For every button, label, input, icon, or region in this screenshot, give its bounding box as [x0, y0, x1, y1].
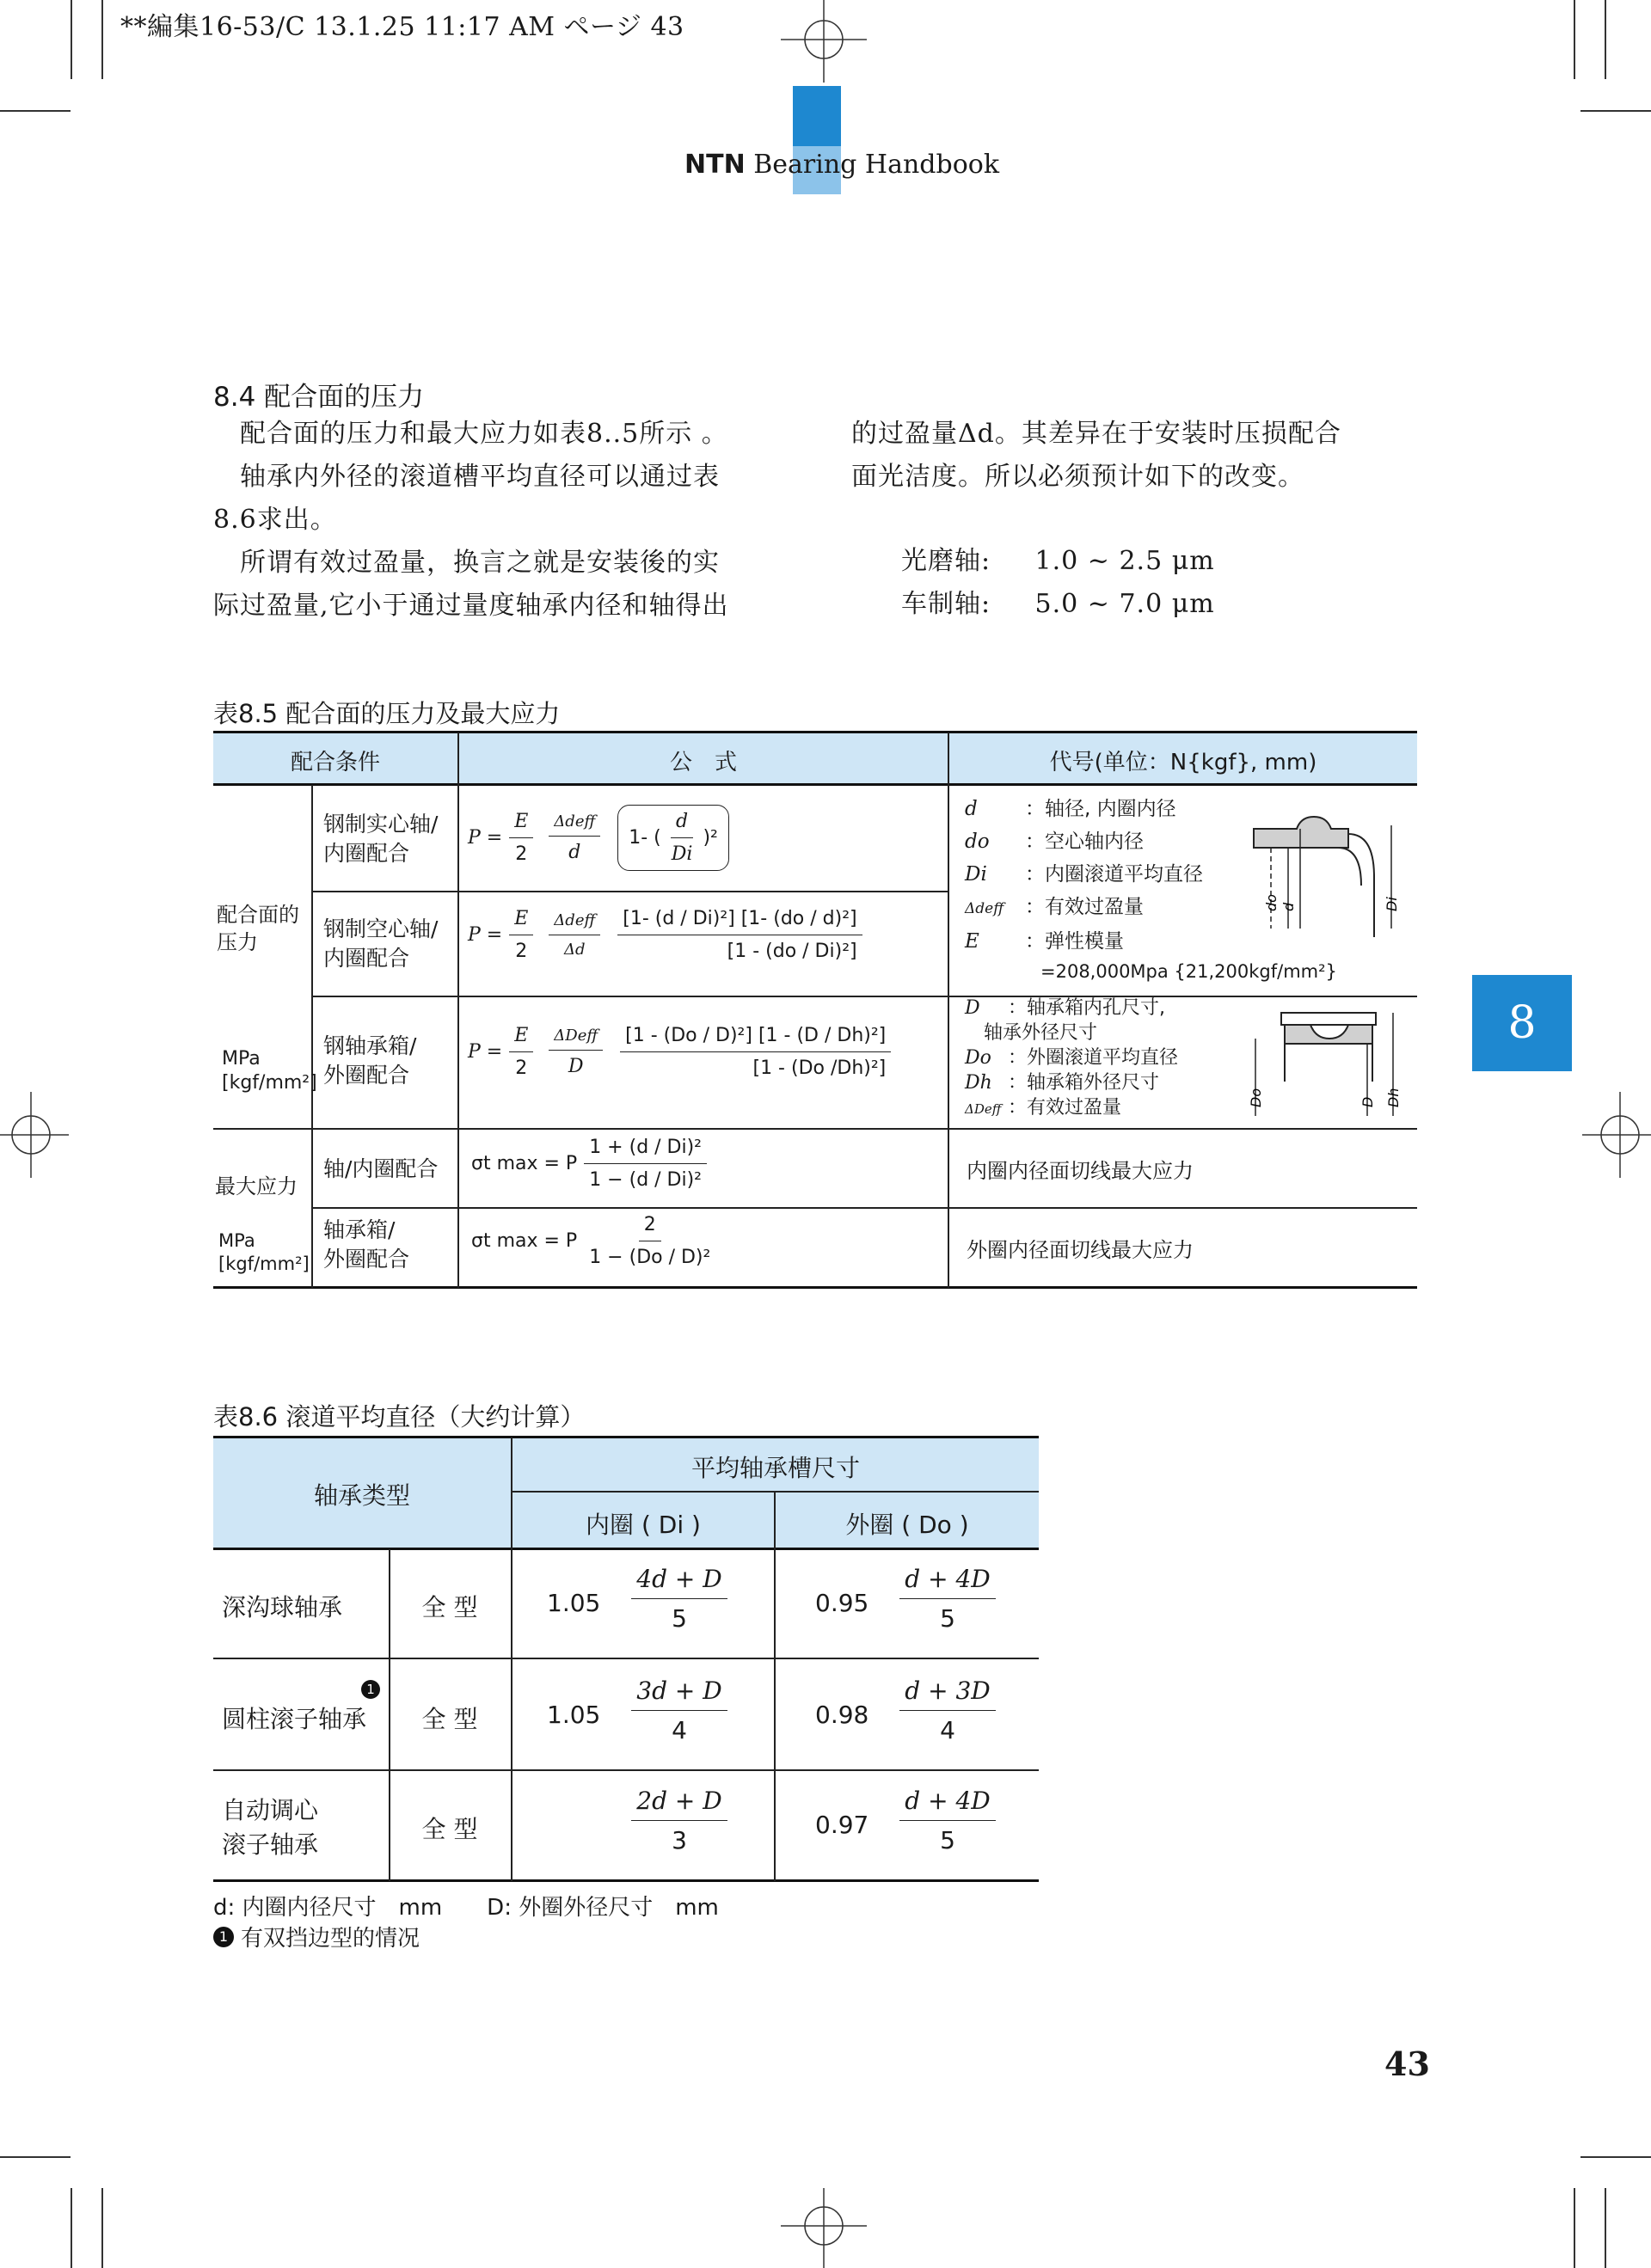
- frac-num: [1- (d / Di)²] [1- (do / d)²]: [617, 908, 862, 935]
- symbol-row: [965, 1070, 1274, 1095]
- stress-desc-inner: 内圈内径面切线最大应力: [967, 1159, 1194, 1183]
- fraction: [896, 1565, 999, 1633]
- fraction: [549, 1027, 603, 1077]
- formula-text: P =: [468, 827, 503, 849]
- crop-mark: [71, 0, 72, 79]
- symbol-row: [965, 925, 1274, 958]
- frac-den: 5: [672, 1604, 687, 1633]
- crop-mark: [101, 0, 103, 79]
- fraction: [896, 1787, 999, 1854]
- symbol-desc: ：轴承箱内孔尺寸, 轴承外径尺寸: [984, 997, 1165, 1044]
- fraction: [628, 1565, 731, 1633]
- size-range-cell: 全 型: [421, 1593, 478, 1621]
- frac-num: 4d + D: [631, 1565, 727, 1599]
- condition-cell: 轴承箱/ 外圈配合: [323, 1217, 410, 1272]
- symbol-key: D: [965, 997, 980, 1019]
- running-header: [684, 150, 999, 180]
- diagram-label: do: [1263, 894, 1280, 911]
- table-rule: [511, 1437, 512, 1881]
- frac-den: 1 − (d / Di)²: [589, 1169, 703, 1191]
- footnote-text: 有双挡边型的情况: [241, 1926, 420, 1952]
- col-header-formula: 公 式: [669, 750, 737, 775]
- frac-num: 3d + D: [631, 1676, 727, 1711]
- header-brand: NTN: [684, 150, 746, 180]
- chapter-tab: 8: [1472, 975, 1572, 1071]
- symbol-key: ΔDeff: [965, 1101, 1002, 1117]
- bracket-term: [617, 805, 729, 871]
- symbol-list-inner: [965, 793, 1274, 958]
- col-header-symbols: 代号(单位：N{kgf}, mm): [1049, 750, 1317, 775]
- frac-den: 4: [940, 1716, 955, 1744]
- symbol-row: [965, 1095, 1274, 1122]
- table-rule: [774, 1493, 776, 1881]
- fraction: [628, 1565, 731, 1633]
- symbol-key: Δdeff: [965, 900, 1004, 917]
- footnote-marker: 1: [361, 1680, 380, 1699]
- modulus-value: =208,000Mpa {21,200kgf/mm²}: [1040, 961, 1337, 982]
- frac-den: 2: [515, 941, 528, 962]
- table-8-6-title: 表8.6 滚道平均直径（大约计算）: [213, 1402, 586, 1431]
- table-rule: [213, 1286, 1417, 1289]
- col-header-inner: 内圈 ( Di ): [586, 1511, 701, 1539]
- paragraph-line: 际过盈量,它小于通过量度轴承内径和轴得出: [213, 591, 729, 621]
- table-rule: [311, 785, 313, 1288]
- frac-den: D: [568, 1056, 584, 1077]
- fraction: [896, 1787, 999, 1854]
- table-rule: [213, 1769, 1039, 1771]
- crop-mark: [1605, 2188, 1606, 2268]
- frac-num: d + 4D: [899, 1565, 995, 1599]
- table-rule: [457, 733, 459, 1288]
- table-rule: [213, 1658, 1039, 1659]
- crop-mark: [1574, 0, 1575, 79]
- symbol-desc: ：内圈滚道平均直径: [1025, 863, 1203, 886]
- fraction: [584, 1137, 707, 1191]
- formula-text: P =: [468, 924, 503, 946]
- formula-hollow-shaft: [468, 908, 862, 962]
- symbol-row: [965, 825, 1274, 858]
- symbol-row: [965, 1045, 1274, 1070]
- fraction: [620, 1025, 891, 1079]
- table-rule: [311, 1207, 1417, 1209]
- symbol-desc: ：轴径, 内圈内径: [1025, 798, 1176, 820]
- coef-cell: 1.05: [547, 1701, 601, 1729]
- frac-den: Δd: [564, 941, 586, 959]
- diagram-label: D: [1359, 1096, 1376, 1107]
- finish-value: 1.0 ~ 2.5 μm: [1034, 546, 1215, 576]
- crop-mark: [1605, 0, 1606, 79]
- crop-mark: [0, 110, 71, 112]
- crop-mark: [1574, 2188, 1575, 2268]
- print-slug: **編集16-53/C 13.1.25 11:17 AM ページ 43: [120, 12, 684, 42]
- coef-cell: 0.97: [815, 1811, 869, 1839]
- table-rule: [213, 1548, 1039, 1550]
- finish-label: 车制轴:: [901, 589, 991, 619]
- paragraph-line: 所谓有效过盈量，换言之就是安装後的实: [213, 548, 720, 578]
- outer-ring-diagram: [1230, 1004, 1410, 1125]
- section-title: 8.4 配合面的压力: [213, 382, 425, 413]
- fraction: [617, 908, 862, 962]
- diagram-label: Do: [1248, 1088, 1264, 1107]
- symbol-row: [965, 793, 1274, 825]
- table-rule: [213, 783, 1417, 786]
- finish-label: 光磨轴:: [901, 546, 991, 576]
- header-title: Bearing Handbook: [753, 150, 999, 180]
- frac-den: 4: [672, 1716, 687, 1744]
- formula-text: P =: [468, 1041, 503, 1063]
- size-range-cell: 全 型: [421, 1705, 478, 1733]
- section-left-column: [213, 413, 815, 628]
- header-accent-block: [793, 86, 841, 146]
- formula-text: 1- (: [629, 827, 661, 849]
- symbol-desc: ：有效过盈量: [1025, 896, 1144, 918]
- crop-mark: [101, 2188, 103, 2268]
- diagram-label: Dh: [1385, 1088, 1402, 1107]
- fraction: [628, 1676, 731, 1744]
- paragraph-line: 的过盈量Δd。其差异在于安装时压损配合: [851, 419, 1341, 449]
- frac-num: ΔDeff: [549, 1027, 603, 1051]
- group-unit-stress: MPa [kgf/mm²]: [218, 1230, 310, 1274]
- frac-den: [1 - (Do /Dh)²]: [752, 1057, 887, 1079]
- frac-num: E: [509, 1025, 533, 1052]
- col-header-type: 轴承类型: [313, 1481, 410, 1510]
- frac-den: 5: [940, 1826, 955, 1854]
- frac-num: 1 + (d / Di)²: [584, 1137, 707, 1164]
- formula-solid-shaft: [468, 805, 729, 871]
- frac-den: [1 - (do / Di)²]: [727, 941, 857, 962]
- registration-mark-left: [0, 1092, 69, 1178]
- table-8-5-title: 表8.5 配合面的压力及最大应力: [213, 699, 561, 728]
- frac-num: Δdeff: [549, 812, 600, 837]
- group-label-pressure: 配合面的 压力: [217, 903, 299, 954]
- paragraph-line: 面光洁度。所以必须预计如下的改变。: [851, 462, 1304, 492]
- group-label-stress: 最大应力: [215, 1174, 298, 1198]
- table-rule: [311, 891, 948, 892]
- formula-text: σt max = P: [471, 1230, 578, 1252]
- finish-row: [901, 540, 1215, 583]
- crop-mark: [0, 2156, 71, 2158]
- frac-num: Δdeff: [549, 911, 600, 935]
- frac-num: d: [671, 811, 693, 838]
- frac-num: d + 4D: [899, 1787, 995, 1821]
- fraction: [549, 911, 600, 959]
- paragraph-line: 配合面的压力和最大应力如表8..5所示 。: [213, 419, 728, 449]
- finish-value: 5.0 ~ 7.0 μm: [1034, 589, 1215, 619]
- crop-mark: [71, 2188, 72, 2268]
- inner-ring-diagram: [1245, 808, 1409, 937]
- registration-mark-right: [1582, 1092, 1651, 1178]
- symbol-key: d: [965, 798, 978, 820]
- bearing-type-cell: 自动调心 滚子轴承: [222, 1796, 319, 1859]
- frac-den: 3: [672, 1826, 687, 1854]
- fraction: [628, 1787, 731, 1854]
- bearing-type-cell: 圆柱滚子轴承: [222, 1705, 367, 1733]
- symbol-desc: ：弹性模量: [1025, 930, 1124, 953]
- coef-cell: 1.05: [547, 1589, 601, 1617]
- condition-cell: 轴/内圈配合: [323, 1156, 439, 1181]
- frac-num: 2d + D: [631, 1787, 727, 1821]
- frac-den: d: [568, 842, 581, 863]
- crop-mark: [1580, 110, 1651, 112]
- symbol-list-outer: [965, 996, 1274, 1122]
- formula-max-stress-outer: [471, 1214, 715, 1268]
- symbol-desc: ：有效过盈量: [1008, 1097, 1122, 1119]
- symbol-row: [965, 858, 1274, 891]
- section-right-column: [851, 413, 1436, 499]
- fraction: [549, 812, 600, 863]
- table-rule: [213, 731, 1417, 733]
- symbol-key: Dh: [965, 1072, 992, 1094]
- stress-desc-outer: 外圈内径面切线最大应力: [967, 1238, 1194, 1262]
- formula-text: )²: [703, 827, 718, 849]
- col-header-group: 平均轴承槽尺寸: [690, 1454, 860, 1482]
- symbol-desc: ：轴承箱外径尺寸: [1008, 1072, 1160, 1094]
- formula-text: σt max = P: [471, 1153, 578, 1174]
- symbol-desc: ：外圈滚道平均直径: [1008, 1047, 1179, 1069]
- footnote-marker: 1: [213, 1927, 234, 1947]
- diagram-label: Di: [1384, 897, 1400, 911]
- frac-den: 5: [940, 1604, 955, 1633]
- fraction: [666, 811, 698, 865]
- frac-den: 1 − (Do / D)²: [589, 1247, 711, 1268]
- condition-cell: 钢轴承箱/ 外圈配合: [323, 1033, 417, 1088]
- frac-num: E: [509, 811, 533, 838]
- frac-num: E: [509, 908, 533, 935]
- coef-cell: 0.95: [815, 1589, 869, 1617]
- table-note: d: 内圈内径尺寸 mm D: 外圈外径尺寸 mm: [213, 1895, 719, 1921]
- symbol-row: [965, 996, 1274, 1045]
- col-header-outer: 外圈 ( Do ): [845, 1511, 969, 1539]
- finish-row: [901, 583, 1215, 626]
- symbol-desc: ：空心轴内径: [1025, 831, 1144, 853]
- frac-den: Di: [671, 843, 693, 865]
- group-unit-pressure: MPa [kgf/mm²]: [222, 1048, 317, 1094]
- table-rule: [213, 1436, 1039, 1438]
- fraction: [584, 1214, 715, 1268]
- col-header-condition: 配合条件: [290, 750, 380, 775]
- fraction: [628, 1787, 731, 1854]
- symbol-key: Do: [965, 1047, 991, 1069]
- symbol-key: Di: [965, 863, 987, 886]
- frac-den: 2: [515, 1057, 528, 1079]
- paragraph-line: 8.6求出。: [213, 505, 337, 535]
- symbol-key: E: [965, 930, 979, 953]
- table-rule: [213, 1879, 1039, 1882]
- symbol-key: do: [965, 831, 990, 853]
- frac-num: d + 3D: [899, 1676, 995, 1711]
- table-rule: [213, 1128, 1417, 1130]
- registration-mark-top: [781, 0, 867, 83]
- table-footnote: [213, 1921, 420, 1952]
- fraction: [628, 1676, 731, 1744]
- frac-num: 2: [639, 1214, 661, 1241]
- table-rule: [948, 733, 949, 1288]
- symbol-row: [965, 891, 1274, 925]
- fraction: [509, 1025, 533, 1079]
- crop-mark: [1580, 2156, 1651, 2158]
- diagram-label: d: [1280, 902, 1297, 911]
- size-range-cell: 全 型: [421, 1815, 478, 1843]
- fraction: [896, 1676, 999, 1744]
- fraction: [509, 811, 533, 865]
- paragraph-line: 轴承内外径的滚道槽平均直径可以通过表: [213, 462, 720, 492]
- bearing-type-cell: 深沟球轴承: [222, 1593, 343, 1621]
- registration-mark-bottom: [781, 2188, 867, 2268]
- formula-max-stress-inner: [471, 1137, 707, 1191]
- fraction: [509, 908, 533, 962]
- coef-cell: 0.98: [815, 1701, 869, 1729]
- finish-list: [901, 540, 1215, 626]
- formula-housing: [468, 1025, 891, 1079]
- condition-cell: 钢制实心轴/ 内圈配合: [323, 812, 439, 866]
- fraction: [896, 1565, 999, 1633]
- condition-cell: 钢制空心轴/ 内圈配合: [323, 916, 439, 971]
- frac-num: [1 - (Do / D)²] [1 - (D / Dh)²]: [620, 1025, 891, 1052]
- frac-den: 2: [515, 843, 528, 865]
- page-number: 43: [1384, 2044, 1430, 2083]
- fraction: [896, 1676, 999, 1744]
